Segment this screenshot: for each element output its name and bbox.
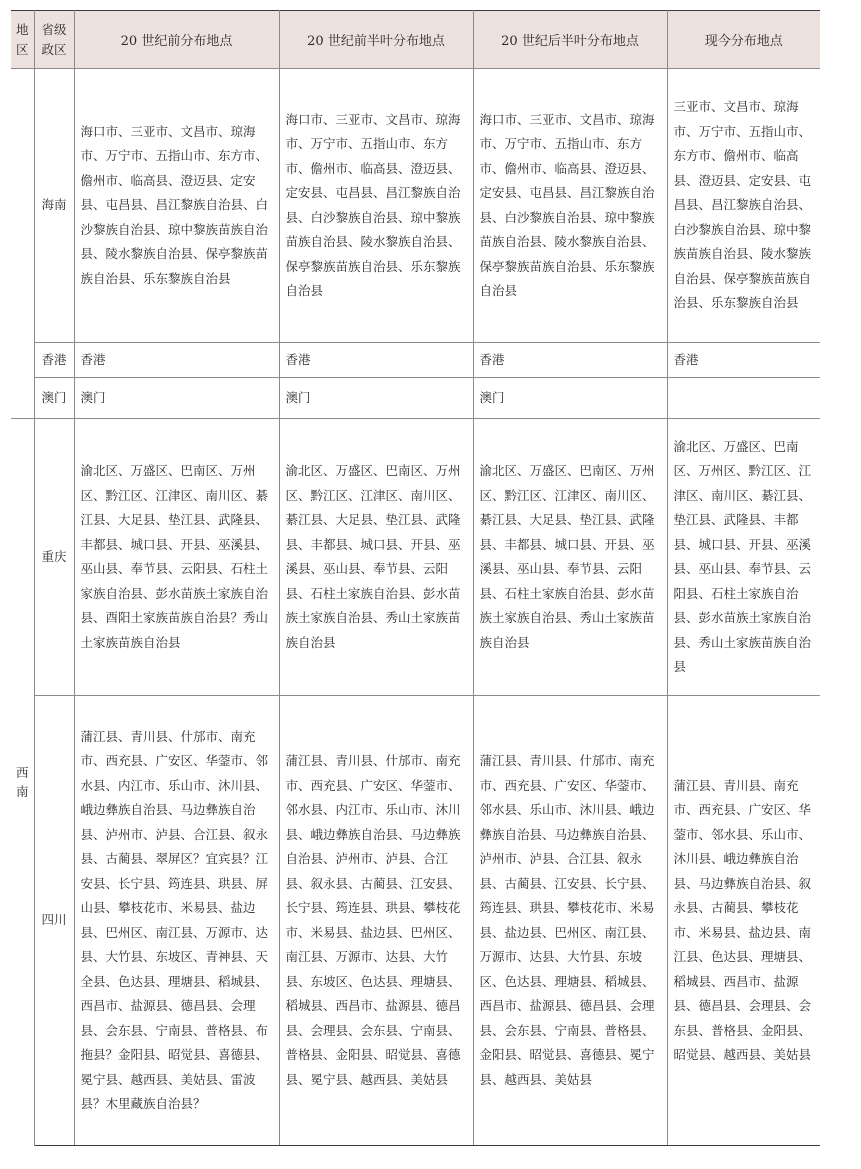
distribution-table	[11, 10, 820, 1146]
header-row	[11, 11, 820, 69]
early-20c-cell: 蒲江县、青川县、什邡市、南充市、西充县、广安区、华蓥市、邻水县、内江市、乐山市、沐川县、峨边彝族自治县、马边彝族自治县、泸州市、泸县、合江县、叙永县、古蔺县、江安县、长宁县、筠连县、珙县、攀枝花市、米易县、盐边县、巴州区、南江县、万源市、达县、大竹县、东坡区、色达县、理塘县、稻城县、西昌市、盐源县、德昌县、会理县、会东县、宁南县、普格县、金阳县、昭觉县、喜德县、冕宁县、越西县、美姑县	[279, 696, 473, 1146]
table-row-chongqing	[11, 419, 820, 696]
table-row-hainan	[11, 69, 820, 343]
table-row-sichuan	[11, 696, 820, 1146]
header-1950-2000: 20 世纪后半叶分布地点	[473, 11, 667, 69]
before-1900-cell: 香港	[74, 343, 279, 378]
present-cell: 三亚市、文昌市、琼海市、万宁市、五指山市、东方市、儋州市、临高县、澄迈县、定安县、屯昌县、昌江黎族自治县、白沙黎族自治县、琼中黎族苗族自治县、陵水黎族自治县、保亭黎族苗族自治县、乐东黎族自治县	[673, 99, 812, 311]
region-cell-southwest: 西南	[11, 419, 34, 1146]
header-region: 地区	[11, 11, 34, 69]
region-cell-south-cont	[11, 378, 34, 419]
table-row-macau	[11, 378, 820, 419]
early-20c-cell: 海口市、三亚市、文昌市、琼海市、万宁市、五指山市、东方市、儋州市、临高县、澄迈县、定安县、屯昌县、昌江黎族自治县、白沙黎族自治县、琼中黎族苗族自治县、陵水黎族自治县、保亭黎族苗族自治县、乐东黎族自治县	[279, 69, 473, 343]
province-cell: 海南	[34, 69, 74, 343]
region-cell-south	[11, 69, 34, 343]
header-province: 省级政区	[34, 11, 74, 69]
before-1900-cell: 渝北区、万盛区、巴南区、万州区、黔江区、江津区、南川区、綦江县、大足县、垫江县、武隆县、丰都县、城口县、开县、巫溪县、巫山县、奉节县、云阳县、石柱土家族自治县、彭水苗族土家族自治县、酉阳土家族苗族自治县？秀山土家族苗族自治县	[74, 419, 279, 696]
present-cell: 蒲江县、青川县、南充市、西充县、广安区、华蓥市、邻水县、乐山市、沐川县、峨边彝族自治县、马边彝族自治县、叙永县、古蔺县、攀枝花市、米易县、盐边县、南江县、色达县、理塘县、稻城县、西昌市、盐源县、德昌县、会理县、会东县、普格县、金阳县、昭觉县、越西县、美姑县	[667, 696, 820, 1146]
province-cell: 香港	[34, 343, 74, 378]
province-cell: 澳门	[34, 378, 74, 419]
early-20c-cell: 香港	[279, 343, 473, 378]
late-20c-cell: 渝北区、万盛区、巴南区、万州区、黔江区、江津区、南川区、綦江县、大足县、垫江县、武隆县、丰都县、城口县、开县、巫溪县、巫山县、奉节县、云阳县、石柱土家族自治县、彭水苗族土家族自治县、秀山土家族苗族自治县	[473, 419, 667, 696]
late-20c-cell: 香港	[473, 343, 667, 378]
early-20c-cell: 渝北区、万盛区、巴南区、万州区、黔江区、江津区、南川区、綦江县、大足县、垫江县、武隆县、丰都县、城口县、开县、巫溪县、巫山县、奉节县、云阳县、石柱土家族自治县、彭水苗族土家族自治县、秀山土家族苗族自治县	[279, 419, 473, 696]
present-cell	[667, 378, 820, 419]
before-1900-cell: 澳门	[74, 378, 279, 419]
present-cell: 渝北区、万盛区、巴南区、万州区、黔江区、江津区、南川区、綦江县、垫江县、武隆县、丰都县、城口县、开县、巫溪县、巫山县、奉节县、云阳县、石柱土家族自治县、彭水苗族土家族自治县、秀山土家族苗族自治县	[667, 419, 820, 696]
region-cell-south-cont	[11, 343, 34, 378]
province-cell: 重庆	[34, 419, 74, 696]
header-before-1900: 20 世纪前分布地点	[74, 11, 279, 69]
late-20c-cell: 澳门	[473, 378, 667, 419]
late-20c-cell: 海口市、三亚市、文昌市、琼海市、万宁市、五指山市、东方市、儋州市、临高县、澄迈县、定安县、屯昌县、昌江黎族自治县、白沙黎族自治县、琼中黎族苗族自治县、陵水黎族自治县、保亭黎族苗族自治县、乐东黎族自治县	[473, 69, 667, 343]
header-1900-1950: 20 世纪前半叶分布地点	[279, 11, 473, 69]
header-present: 现今分布地点	[667, 11, 820, 69]
late-20c-cell: 蒲江县、青川县、什邡市、南充市、西充县、广安区、华蓥市、邻水县、乐山市、沐川县、峨边彝族自治县、马边彝族自治县、泸州市、泸县、合江县、叙永县、古蔺县、江安县、长宁县、筠连县、珙县、攀枝花市、米易县、盐边县、巴州区、南江县、万源市、达县、大竹县、东坡区、色达县、理塘县、稻城县、西昌市、盐源县、德昌县、会理县、会东县、宁南县、普格县、金阳县、昭觉县、喜德县、冕宁县、越西县、美姑县	[473, 696, 667, 1146]
province-cell: 四川	[34, 696, 74, 1146]
table-row-hongkong	[11, 343, 820, 378]
before-1900-cell: 蒲江县、青川县、什邡市、南充市、西充县、广安区、华蓥市、邻水县、内江市、乐山市、沐川县、峨边彝族自治县、马边彝族自治县、泸州市、泸县、合江县、叙永县、古蔺县、翠屏区？宜宾县？江安县、长宁县、筠连县、珙县、屏山县、攀枝花市、米易县、盐边县、巴州区、南江县、万源市、达县、大竹县、东坡区、青神县、天全县、色达县、理塘县、稻城县、西昌市、盐源县、德昌县、会理县、会东县、宁南县、普格县、布拖县？金阳县、昭觉县、喜德县、冕宁县、越西县、美姑县、雷波县？木里藏族自治县？	[74, 696, 279, 1146]
before-1900-cell: 海口市、三亚市、文昌市、琼海市、万宁市、五指山市、东方市、儋州市、临高县、澄迈县、定安县、屯昌县、昌江黎族自治县、白沙黎族自治县、琼中黎族苗族自治县、陵水黎族自治县、保亭黎族苗族自治县、乐东黎族自治县	[74, 69, 279, 343]
present-cell: 香港	[667, 343, 820, 378]
early-20c-cell: 澳门	[279, 378, 473, 419]
